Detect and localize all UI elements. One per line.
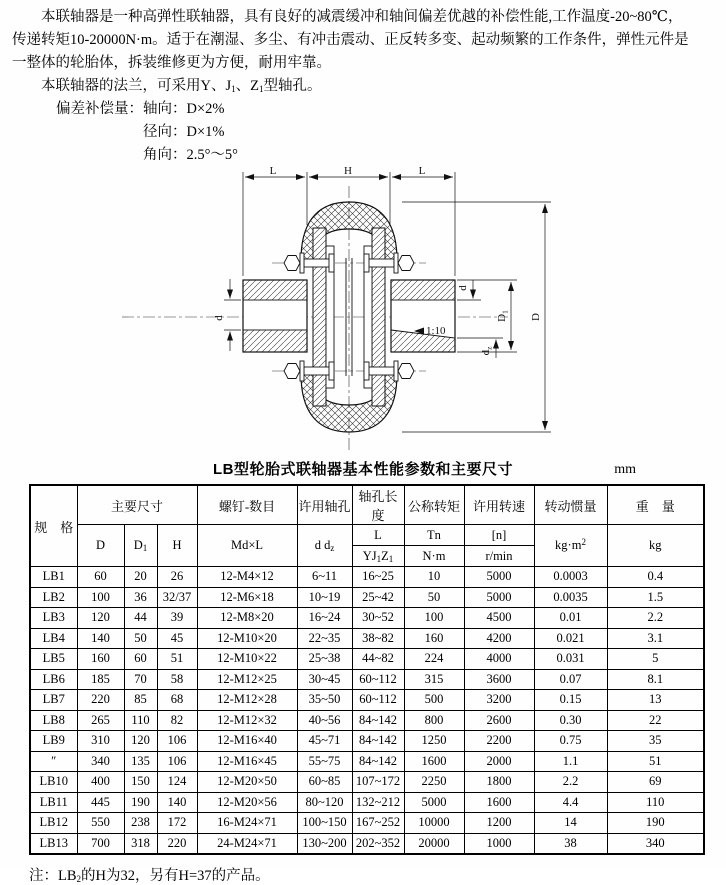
bolt-hex-head <box>284 364 300 379</box>
table-cell: 1250 <box>404 731 464 752</box>
table-row <box>30 649 704 670</box>
table-cell: 2.2 <box>607 608 704 629</box>
col-header-Nm: N·m <box>404 546 464 567</box>
table-cell: 6~11 <box>297 567 352 588</box>
flange-bore-line: 本联轴器的法兰，可采用Y、$J_1$、$Z_1$型轴孔。 <box>41 78 322 94</box>
table-cell: 190 <box>607 813 704 834</box>
table-cell: 69 <box>607 772 704 793</box>
table-cell: 16~24 <box>297 608 352 629</box>
table-cell: 84~142 <box>352 731 404 752</box>
dim-label-d-outer: D <box>530 313 542 321</box>
table-cell: 0.75 <box>534 731 607 752</box>
table-cell: 35 <box>607 731 704 752</box>
table-cell: 150 <box>124 772 157 793</box>
table-cell: 1800 <box>464 772 534 793</box>
table-cell: LB4 <box>30 628 77 649</box>
table-cell: 190 <box>124 792 157 813</box>
table-cell: 8.1 <box>607 669 704 690</box>
col-header-bore: 许用轴孔 <box>297 485 352 525</box>
table-row <box>30 690 704 711</box>
table-cell: 60 <box>77 567 124 588</box>
table-row <box>30 567 704 588</box>
table-cell: 12-M12×32 <box>197 710 297 731</box>
right-flange <box>372 228 385 406</box>
table-cell: 25~38 <box>297 649 352 670</box>
spec-table-body <box>30 567 704 855</box>
table-cell: 25~42 <box>352 587 404 608</box>
table-cell: 120 <box>124 731 157 752</box>
table-cell: 4200 <box>464 628 534 649</box>
col-header-weight: 重 量 <box>607 485 704 525</box>
table-cell: 20000 <box>404 833 464 854</box>
col-header-D: D <box>77 525 124 567</box>
table-cell: 38 <box>534 833 607 854</box>
table-cell: 2200 <box>464 731 534 752</box>
table-cell: 38~82 <box>352 628 404 649</box>
table-cell: 100 <box>404 608 464 629</box>
table-cell: 140 <box>157 792 197 813</box>
table-cell: 0.0003 <box>534 567 607 588</box>
table-cell: LB13 <box>30 833 77 854</box>
col-header-bore-length: 轴孔长度 <box>352 485 404 525</box>
col-header-H: H <box>157 525 197 567</box>
table-cell: 106 <box>157 731 197 752</box>
table-cell: 14 <box>534 813 607 834</box>
table-cell: 51 <box>157 649 197 670</box>
col-header-torque: 公称转矩 <box>404 485 464 525</box>
table-cell: LB7 <box>30 690 77 711</box>
table-cell: 224 <box>404 649 464 670</box>
table-cell: 5 <box>607 649 704 670</box>
table-cell: 16-M24×71 <box>197 813 297 834</box>
table-cell: 12-M12×25 <box>197 669 297 690</box>
table-cell: 340 <box>607 833 704 854</box>
diagram-area <box>12 165 714 457</box>
table-cell: 5000 <box>404 792 464 813</box>
table-cell: 185 <box>77 669 124 690</box>
table-cell: 22~35 <box>297 628 352 649</box>
table-row <box>30 731 704 752</box>
table-cell: 36 <box>124 587 157 608</box>
col-header-D1: $D_1$ <box>124 525 157 567</box>
col-header-ddz: d $d_z$ <box>297 525 352 567</box>
compensation-axial: 轴向：D×2% <box>143 101 225 117</box>
table-cell: 2000 <box>464 751 534 772</box>
table-cell: 3200 <box>464 690 534 711</box>
spec-table <box>29 484 705 855</box>
table-cell: 80~120 <box>297 792 352 813</box>
table-cell: 220 <box>157 833 197 854</box>
table-cell: 12-M4×12 <box>197 567 297 588</box>
table-cell: 0.15 <box>534 690 607 711</box>
table-row <box>30 792 704 813</box>
table-cell: 58 <box>157 669 197 690</box>
table-cell: 124 <box>157 772 197 793</box>
table-cell: 35~50 <box>297 690 352 711</box>
table-cell: 110 <box>607 792 704 813</box>
table-cell: 5000 <box>464 567 534 588</box>
table-cell: 12-M6×18 <box>197 587 297 608</box>
col-header-main-dims: 主要尺寸 <box>77 485 197 525</box>
table-row <box>30 628 704 649</box>
table-cell: 60 <box>124 649 157 670</box>
table-cell: 45~71 <box>297 731 352 752</box>
table-cell: 1600 <box>464 792 534 813</box>
table-cell: LB2 <box>30 587 77 608</box>
table-cell: 700 <box>77 833 124 854</box>
col-header-spec: 规 格 <box>30 485 77 567</box>
table-cell: LB5 <box>30 649 77 670</box>
table-cell: 10~19 <box>297 587 352 608</box>
table-cell: 84~142 <box>352 751 404 772</box>
table-cell: 220 <box>77 690 124 711</box>
paragraph-line: 传递转矩10-20000N·m。适于在潮湿、多尘、有冲击震动、正反转多变、起动频繁的工作条件，弹性元件是 <box>12 32 689 48</box>
table-title-row <box>12 458 714 482</box>
compensation-label: 偏差补偿量： <box>56 101 143 117</box>
table-row <box>30 587 704 608</box>
table-cell: 132~212 <box>352 792 404 813</box>
table-cell: 1.1 <box>534 751 607 772</box>
table-cell: 3.1 <box>607 628 704 649</box>
col-header-yjz: $YJ_1Z_1$ <box>352 546 404 567</box>
dim-label-l-left: L <box>269 165 277 177</box>
table-row <box>30 710 704 731</box>
table-cell: 550 <box>77 813 124 834</box>
table-cell: 12-M12×28 <box>197 690 297 711</box>
compensation-angular: 角向：2.5°～5° <box>143 147 238 163</box>
table-cell: 12-M10×20 <box>197 628 297 649</box>
table-cell: 2.2 <box>534 772 607 793</box>
table-cell: 160 <box>404 628 464 649</box>
table-cell: LB1 <box>30 567 77 588</box>
table-cell: 10000 <box>404 813 464 834</box>
left-hub <box>243 280 307 352</box>
table-cell: 1000 <box>464 833 534 854</box>
table-cell: 50 <box>404 587 464 608</box>
compensation-block <box>56 98 714 167</box>
table-cell: LB10 <box>30 772 77 793</box>
table-cell: 318 <box>124 833 157 854</box>
table-cell: 310 <box>77 731 124 752</box>
bolt-hex-head <box>398 256 414 271</box>
dim-label-h: H <box>344 165 352 177</box>
dim-label-d-right: d <box>457 285 469 291</box>
table-cell: 2600 <box>464 710 534 731</box>
table-cell: 265 <box>77 710 124 731</box>
table-cell: 44 <box>124 608 157 629</box>
table-cell: 1.5 <box>607 587 704 608</box>
col-header-kgm2: $kg\cdot m^2$ <box>534 525 607 567</box>
coupling-cross-section-diagram <box>104 165 634 458</box>
table-cell: 4500 <box>464 608 534 629</box>
table-cell: 0.07 <box>534 669 607 690</box>
col-header-speed: 许用转速 <box>464 485 534 525</box>
table-cell: 70 <box>124 669 157 690</box>
table-row <box>30 813 704 834</box>
table-cell: 13 <box>607 690 704 711</box>
table-cell: 12-M16×40 <box>197 731 297 752</box>
table-cell: 30~52 <box>352 608 404 629</box>
table-cell: 0.30 <box>534 710 607 731</box>
table-cell: 32/37 <box>157 587 197 608</box>
table-cell: 12-M20×56 <box>197 792 297 813</box>
table-cell: 55~75 <box>297 751 352 772</box>
table-cell: 167~252 <box>352 813 404 834</box>
table-cell: 160 <box>77 649 124 670</box>
table-cell: 68 <box>157 690 197 711</box>
table-cell: 140 <box>77 628 124 649</box>
table-cell: 60~85 <box>297 772 352 793</box>
svg-text:1:10: 1:10 <box>426 325 446 337</box>
dim-label-d-left: d <box>213 315 225 321</box>
table-cell: 238 <box>124 813 157 834</box>
table-cell: 85 <box>124 690 157 711</box>
table-cell: 4.4 <box>534 792 607 813</box>
dim-label-l-right: L <box>418 165 426 177</box>
col-header-n: [n] <box>464 525 534 546</box>
table-cell: 12-M8×20 <box>197 608 297 629</box>
table-cell: 22 <box>607 710 704 731</box>
table-cell: 0.01 <box>534 608 607 629</box>
dim-label-d1: $D_1$ <box>496 310 510 322</box>
table-cell: 0.0035 <box>534 587 607 608</box>
table-cell: 107~172 <box>352 772 404 793</box>
col-header-rmin: r/min <box>464 546 534 567</box>
table-cell: 1200 <box>464 813 534 834</box>
table-cell: 0.031 <box>534 649 607 670</box>
table-cell: 0.4 <box>607 567 704 588</box>
table-cell: 106 <box>157 751 197 772</box>
footnote: 注：$LB_2$的H为32，另有H=37的产品。 <box>29 868 270 884</box>
table-cell: 110 <box>124 710 157 731</box>
table-cell: LB11 <box>30 792 77 813</box>
table-cell: 50 <box>124 628 157 649</box>
right-hub <box>391 280 455 352</box>
table-row <box>30 751 704 772</box>
table-cell: LB3 <box>30 608 77 629</box>
left-flange <box>313 228 326 406</box>
table-cell: 100~150 <box>297 813 352 834</box>
table-cell: 10 <box>404 567 464 588</box>
table-row <box>30 669 704 690</box>
table-cell: 800 <box>404 710 464 731</box>
intro-text <box>12 6 714 167</box>
table-cell: LB6 <box>30 669 77 690</box>
bolt-hex-head <box>398 364 414 379</box>
table-cell: 30~45 <box>297 669 352 690</box>
paragraph-line: 本联轴器是一种高弹性联轴器，具有良好的减震缓冲和轴间偏差优越的补偿性能,工作温度-20~80℃， <box>41 9 683 25</box>
table-row <box>30 772 704 793</box>
col-header-inertia: 转动惯量 <box>534 485 607 525</box>
col-header-screws: 螺钉-数目 <box>197 485 297 525</box>
table-cell: 1600 <box>404 751 464 772</box>
table-cell: 100 <box>77 587 124 608</box>
table-cell: 4000 <box>464 649 534 670</box>
col-header-kg: kg <box>607 525 704 567</box>
paragraph-line: 一整体的轮胎体，拆装维修更为方便，耐用牢靠。 <box>12 55 331 71</box>
table-title: LB型轮胎式联轴器基本性能参数和主要尺寸 <box>213 461 513 478</box>
table-cell: 51 <box>607 751 704 772</box>
table-cell: 60~112 <box>352 690 404 711</box>
table-row <box>30 608 704 629</box>
table-cell: 40~56 <box>297 710 352 731</box>
table-cell: 60~112 <box>352 669 404 690</box>
table-cell: LB12 <box>30 813 77 834</box>
table-cell: 400 <box>77 772 124 793</box>
table-cell: 44~82 <box>352 649 404 670</box>
table-cell: 0.021 <box>534 628 607 649</box>
table-cell: 12-M10×22 <box>197 649 297 670</box>
table-cell: 2250 <box>404 772 464 793</box>
bolt-hex-head <box>284 256 300 271</box>
table-cell: 82 <box>157 710 197 731</box>
col-header-Tn: Tn <box>404 525 464 546</box>
table-cell: 500 <box>404 690 464 711</box>
table-cell: 39 <box>157 608 197 629</box>
table-cell: 172 <box>157 813 197 834</box>
table-cell: 16~25 <box>352 567 404 588</box>
table-cell: 45 <box>157 628 197 649</box>
table-row <box>30 833 704 854</box>
table-cell: 130~200 <box>297 833 352 854</box>
table-cell: LB8 <box>30 710 77 731</box>
table-cell: 3600 <box>464 669 534 690</box>
table-cell: 135 <box>124 751 157 772</box>
col-header-L: L <box>352 525 404 546</box>
table-cell: LB9 <box>30 731 77 752</box>
compensation-radial: 径向：D×1% <box>143 124 225 140</box>
dim-label-dz: $d_z$ <box>480 346 494 356</box>
table-cell: 340 <box>77 751 124 772</box>
table-cell: 26 <box>157 567 197 588</box>
table-cell: 445 <box>77 792 124 813</box>
table-cell: 120 <box>77 608 124 629</box>
table-cell: 24-M24×71 <box>197 833 297 854</box>
table-cell: 12-M20×50 <box>197 772 297 793</box>
table-cell: 202~352 <box>352 833 404 854</box>
table-cell: 12-M16×45 <box>197 751 297 772</box>
table-cell: 20 <box>124 567 157 588</box>
table-cell: 5000 <box>464 587 534 608</box>
table-cell: ″ <box>30 751 77 772</box>
table-cell: 315 <box>404 669 464 690</box>
col-header-MdxL: Md×L <box>197 525 297 567</box>
table-unit: mm <box>614 462 636 477</box>
table-cell: 84~142 <box>352 710 404 731</box>
